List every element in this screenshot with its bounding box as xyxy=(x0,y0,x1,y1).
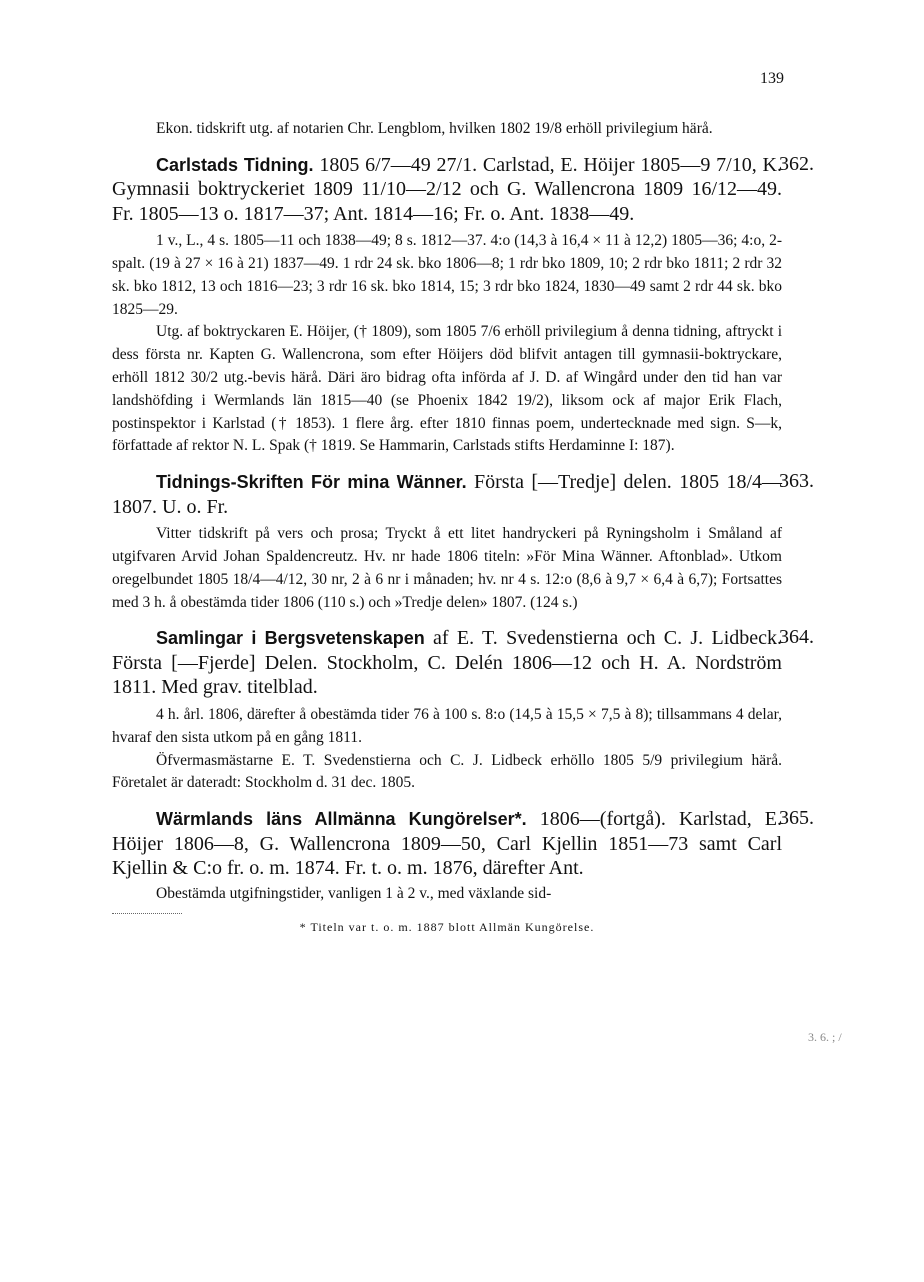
entry-paragraph: 1 v., L., 4 s. 1805—11 och 1838—49; 8 s. 1812—37. 4:o (14,3 à 16,4 × 11 à 12,2) 1805—36; 4:o, 2-spalt. (19 à 27 × 16 à 21) 1837—49. 1 rdr 24 sk. bko 1806—8; 1 rdr bko 1809, 10; 2 rdr bko 1811; 2 rdr 32 sk. bko 1812, 13 och 1816—23; 3 rdr 16 sk. bko 1814, 15; 3 rdr bko 1824, 1830—49 samt 2 rdr 44 sk. bko 1825—29. xyxy=(112,232,782,318)
entry-number: 362. xyxy=(779,152,814,175)
entry-number: 365. xyxy=(779,807,814,830)
entry-paragraph: 4 h. årl. 1806, därefter å obestämda tider 76 à 100 s. 8:o (14,5 à 15,5 × 7,5 à 8); tillsammans 4 delar, hvaraf den sista utkom på en gång 1811. xyxy=(112,705,782,746)
entry-number: 364. xyxy=(779,626,814,649)
page-number: 139 xyxy=(760,70,784,87)
entry-title-rest: af E. T. Svedenstierna och C. J. Lidbeck. Första [—Fjerde] Delen. Stockholm, C. Delén 1806—12 och H. A. Nordström 1811. Med grav. titelblad. xyxy=(112,627,783,699)
entry-paragraph: Öfvermasmästarne E. T. Svedenstierna och C. J. Lidbeck erhöllo 1805 5/9 privilegium härå. Företalet är dateradt: Stockholm d. 31 dec. 1805. xyxy=(112,751,782,792)
entry-number: 363. xyxy=(779,470,814,493)
entry-362 xyxy=(112,152,814,458)
footnote-rule xyxy=(112,913,182,914)
intro-paragraph: Ekon. tidskrift utg. af notarien Chr. Lengblom, hvilken 1802 19/8 erhöll privilegium härå. xyxy=(156,120,713,137)
entry-365 xyxy=(112,807,814,905)
entry-paragraph: Utg. af boktryckaren E. Höijer, († 1809), som 1805 7/6 erhöll privilegium å denna tidning, aftryckt i dess första nr. Kapten G. Wallencrona, som efter Höijers död blifvit antagen till gymnasii-boktryckare, erhöll 1812 30/2 utg.-bevis härå. Däri äro bidrag ofta införda af J. D. af Wingård under den tid han var landshöfding i Wermlands län 1815—40 (se Phoenix 1842 19/2), liksom ock af major Erik Flach, postinspektor i Karlstad († 1853). 1 flere årg. efter 1810 finnas poem, undertecknade med sign. S—k, författade af rektor N. L. Spak († 1819. Se Hammarin, Carlstads stifts Herdaminne I: 187). xyxy=(112,323,782,455)
entry-heading: Tidnings-Skriften För mina Wänner. xyxy=(156,472,467,493)
entry-title-rest: Första [—Tredje] delen. 1805 18/4—1807. U. o. Fr. xyxy=(112,471,782,518)
entry-heading: Wärmlands läns Allmänna Kungörelser*. xyxy=(156,809,527,830)
entry-paragraph: Vitter tidskrift på vers och prosa; Tryckt å ett litet handryckeri på Ryningsholm i Småland af utgifvaren Arvid Johan Spaldencreutz. Hv. nr hade 1806 titeln: »För Mina Wänner. Aftonblad». Utkom oregelbundet 1805 18/4—4/12, 30 nr, 2 à 6 nr i månaden; hv. nr 4 s. 12:o (8,6 à 9,7 × 6,4 à 6,7); Fortsattes med 3 h. å obestämda tider 1806 (110 s.) och »Tredje delen» 1807. (124 s.) xyxy=(112,525,782,611)
entry-364 xyxy=(112,626,814,795)
text-column xyxy=(112,118,814,935)
entry-title-rest: 1805 6/7—49 27/1. Carlstad, E. Höijer 1805—9 7/10, K. Gymnasii boktryckeriet 1809 11/10—2/12 och G. Wallencrona 1809 16/12—49. Fr. 1805—13 o. 1817—37; Ant. 1814—16; Fr. o. Ant. 1838—49. xyxy=(112,153,782,225)
margin-note: 3. 6. ; / xyxy=(808,1030,842,1044)
entry-title-rest: 1806—(fortgå). Karlstad, E. Höijer 1806—8, G. Wallencrona 1809—50, Carl Kjellin 1851—73 samt Carl Kjellin & C:o fr. o. m. 1874. Fr. t. o. m. 1876, därefter Ant. xyxy=(112,808,783,880)
entry-paragraph: Obestämda utgifningstider, vanligen 1 à 2 v., med växlande sid- xyxy=(156,884,552,902)
entry-heading: Samlingar i Bergsvetenskapen xyxy=(156,628,425,649)
entry-363 xyxy=(112,470,814,614)
entry-heading: Carlstads Tidning. xyxy=(156,154,314,175)
footnote: * Titeln var t. o. m. 1887 blott Allmän Kungörelse. xyxy=(299,920,595,935)
